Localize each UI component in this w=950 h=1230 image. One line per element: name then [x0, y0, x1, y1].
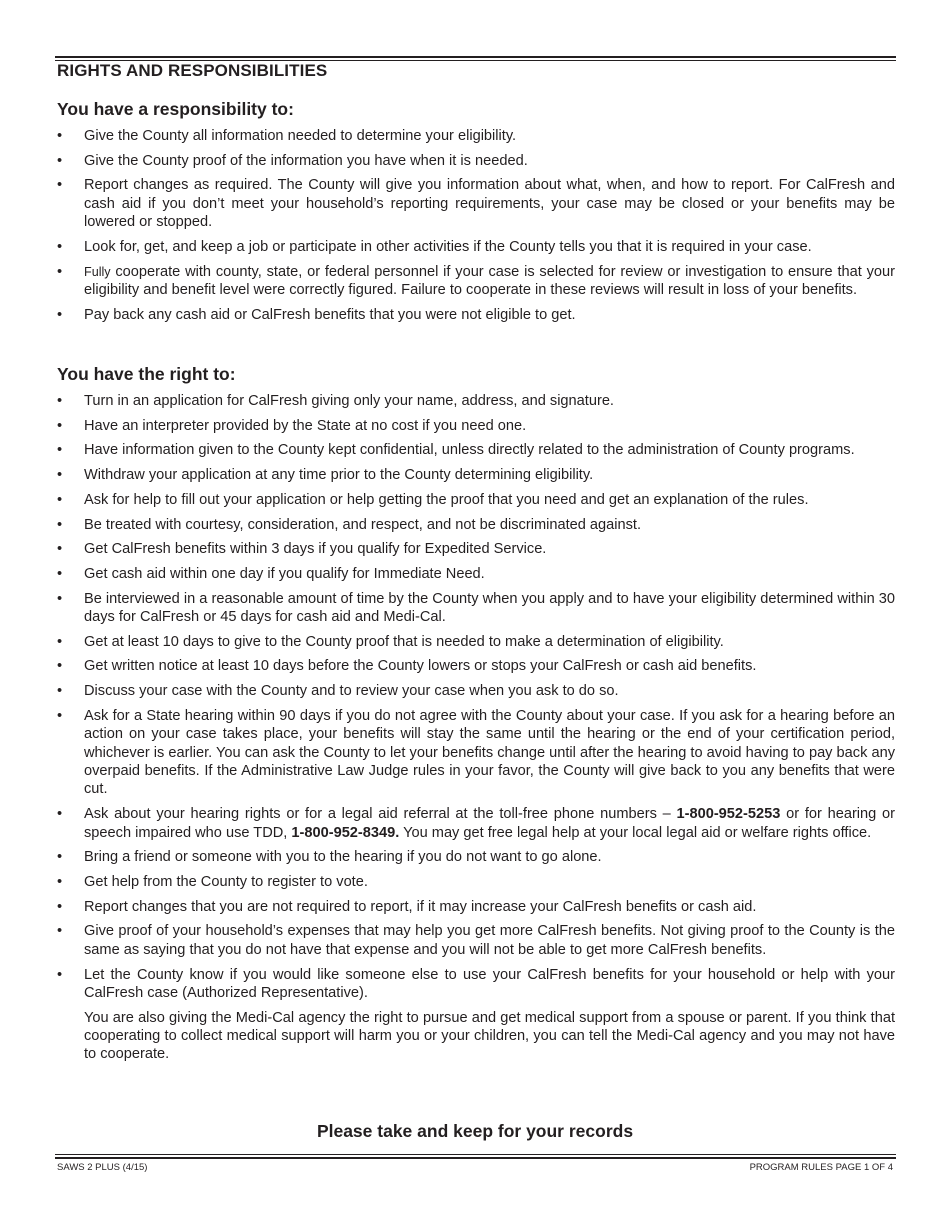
list-item: • Get CalFresh benefits within 3 days if you qualify for Expedited Service.	[57, 540, 895, 558]
list-item: • Ask for a State hearing within 90 days if you do not agree with the County about your case. If you ask for a hearing before an action on your case takes place, your benefits will stay the same until the hearing or the end of your certification period, whichever is earlier. You can ask the County to let your benefits change until after the hearing to avoid having to pay back any overpaid benefits. If the Administrative Law Judge rules in your favor, the County will give back to you any benefits that were cut.	[57, 707, 895, 799]
list-item: • Ask about your hearing rights or for a legal aid referral at the toll-free phone numbers – 1-800-952-5253 or for hearing or speech impaired who use TDD, 1-800-952-8349. You may get free legal help at your local legal aid or welfare rights office.	[57, 805, 895, 842]
list-item: • Give the County all information needed to determine your eligibility.	[57, 127, 895, 145]
list-item: • Report changes that you are not required to report, if it may increase your CalFresh benefits or cash aid.	[57, 898, 895, 916]
closing-note: Please take and keep for your records	[316, 1121, 634, 1141]
tdd-phone-number: 1-800-952-8349.	[291, 824, 400, 841]
list-item: • Report changes as required. The County will give you information about what, when, and how to report. For CalFresh and cash aid if you don’t meet your household’s reporting requirements, your case may be closed or your benefits may be lowered or stopped.	[57, 176, 895, 231]
list-item: • Look for, get, and keep a job or participate in other activities if the County tells you that it is required in your case.	[57, 238, 895, 256]
list-item: • Discuss your case with the County and to review your case when you ask to do so.	[57, 682, 895, 700]
list-item: • Turn in an application for CalFresh giving only your name, address, and signature.	[57, 392, 895, 410]
rights-list	[57, 392, 895, 1070]
page-label: PROGRAM RULES PAGE 1 OF 4	[749, 1162, 893, 1173]
list-item: • Be interviewed in a reasonable amount of time by the County when you apply and to have your eligibility determined within 30 days for CalFresh or 45 days for cash aid and Medi-Cal.	[57, 590, 895, 627]
list-item: • Fully cooperate with county, state, or federal personnel if your case is selected for review or investigation to ensure that your eligibility and benefit level were correctly figured. Failure to cooperate in these reviews will result in loss of your benefits.	[57, 263, 895, 300]
list-item: • Have an interpreter provided by the State at no cost if you need one.	[57, 417, 895, 435]
list-item: • Be treated with courtesy, consideration, and respect, and not be discriminated against.	[57, 516, 895, 534]
bottom-rule	[55, 1157, 896, 1159]
list-item: • Have information given to the County kept confidential, unless directly related to the administration of County programs.	[57, 441, 895, 459]
list-item: • Withdraw your application at any time prior to the County determining eligibility.	[57, 466, 895, 484]
list-item: • Get help from the County to register to vote.	[57, 873, 895, 891]
list-item: • Bring a friend or someone with you to the hearing if you do not want to go alone.	[57, 848, 895, 866]
top-rule	[55, 56, 896, 58]
form-id: SAWS 2 PLUS (4/15)	[57, 1162, 148, 1173]
list-item: • Give proof of your household’s expenses that may help you get more CalFresh benefits. Not giving proof to the County is the same as saying that you do not have that expense and you will not be able to get more CalFresh benefits.	[57, 922, 895, 959]
hearing-phone-number: 1-800-952-5253	[676, 806, 781, 823]
list-item: • Let the County know if you would like someone else to use your CalFresh benefits for your household or help with your CalFresh case (Authorized Representative). You are also giving the Medi-Cal agency the right to pursue and get medical support from a spouse or parent. If you think that cooperating to collect medical support will harm you or your children, you can tell the Medi-Cal agency and you may not have to cooperate.	[57, 966, 895, 1064]
list-item: • Ask for help to fill out your application or help getting the proof that you need and get an explanation of the rules.	[57, 491, 895, 509]
list-item: • Get at least 10 days to give to the County proof that is needed to make a determination of eligibility.	[57, 633, 895, 651]
bottom-rule-thin	[55, 1154, 896, 1155]
rights-heading: You have the right to:	[57, 364, 236, 384]
list-item: • Pay back any cash aid or CalFresh benefits that you were not eligible to get.	[57, 306, 895, 324]
medi-cal-note: You are also giving the Medi-Cal agency the right to pursue and get medical support from a spouse or parent. If you think that cooperating to collect medical support will harm you or your children, you can tell the Medi-Cal agency and you may not have to cooperate.	[84, 1009, 895, 1063]
responsibilities-heading: You have a responsibility to:	[57, 99, 294, 119]
responsibilities-list	[57, 127, 895, 330]
list-item: • Get written notice at least 10 days before the County lowers or stops your CalFresh or cash aid benefits.	[57, 657, 895, 675]
page-title: RIGHTS AND RESPONSIBILITIES	[57, 61, 328, 80]
list-item: • Give the County proof of the information you have when it is needed.	[57, 152, 895, 170]
list-item: • Get cash aid within one day if you qualify for Immediate Need.	[57, 565, 895, 583]
